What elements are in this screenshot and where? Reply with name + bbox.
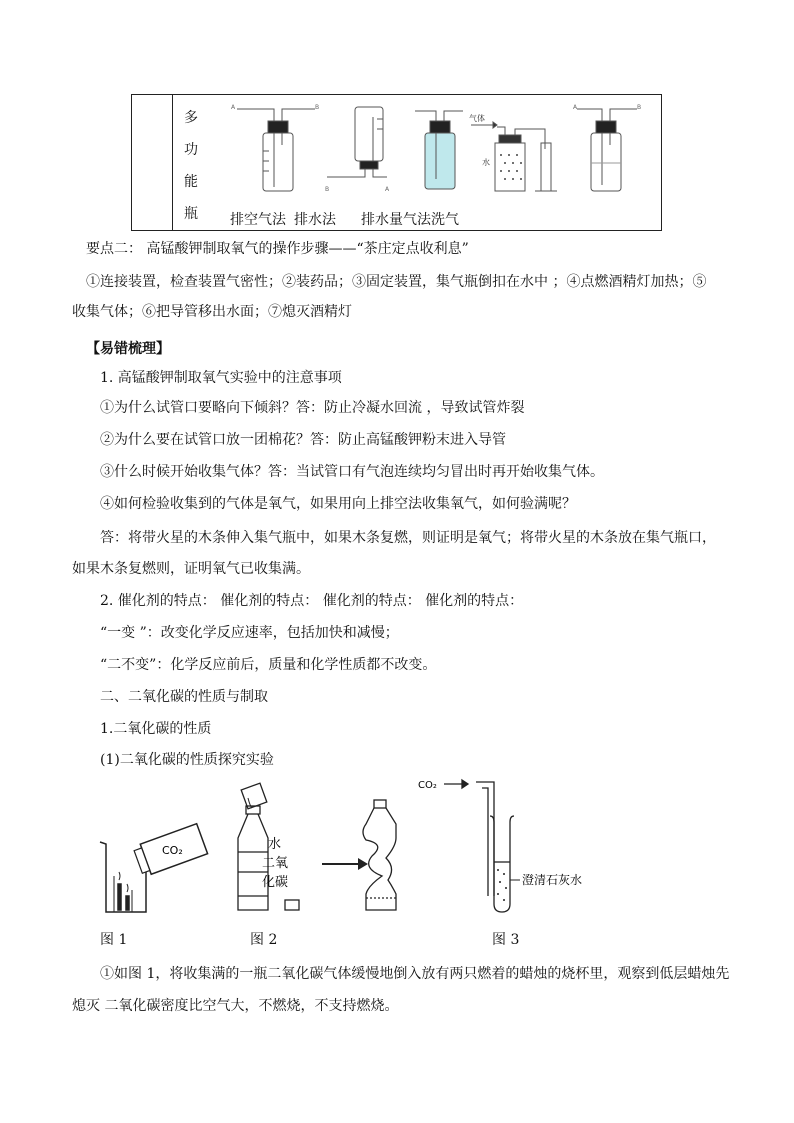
caption-gas-wash: 洗气 [431,212,459,228]
two-no-change: “二不变”：化学反应前后，质量和化学性质都不改变。 [100,657,437,673]
answer-line-2: 如果木条复燃则，证明氧气已收集满。 [72,561,310,577]
water-filled-bottle [415,111,463,189]
figure-3-bubbles [497,869,507,901]
diagram-label-a1: A [231,104,236,111]
air-displacement-bottle [237,109,315,191]
gas-washing-bottle [577,109,637,191]
figure-3-setup [444,780,520,912]
figure-2-co2-label-2: 化碳 [262,875,289,890]
experiment-1-line-1: ①如图 1，将收集满的一瓶二氧化碳气体缓慢地倒入放有两只燃着的蜡烛的烧杯里，观察到低层蜡烛先 [100,966,730,982]
question-2: ②为什么要在试管口放一团棉花？答：防止高锰酸钾粉末进入导管 [100,432,506,448]
figure-2-water-label: 水 [268,837,282,852]
question-3: ③什么时候开始收集气体？答：当试管口有气泡连续均匀冒出时再开始收集气体。 [100,464,604,480]
caption-water-displacement: 排水法 [294,212,336,228]
question-1: ①为什么试管口要略向下倾斜？答：防止冷凝水回流 ，导致试管炸裂 [100,400,525,416]
gas-label: 气体 [469,114,485,123]
one-change: “一变 ”：改变化学反应速率，包括加快和减慢； [100,625,399,641]
co2-properties-heading: 1.二氧化碳的性质 [100,721,212,737]
water-label: 水 [482,158,490,167]
diagram-label-a3: A [573,104,578,111]
steps-line-2: 收集气体；⑥把导管移出水面；⑦熄灭酒精灯 [72,304,352,320]
answer-line-1: 答：将带火星的木条伸入集气瓶中，如果木条复燃，则证明是氧气；将带火星的木条放在集气瓶口， [100,530,716,546]
table-label-char-2: 功 [184,142,198,158]
bottle-diagrams [227,99,659,203]
caption-water-measure: 排水量气法 [361,212,431,228]
water-dots [500,154,522,180]
caption-air-displacement: 排空气法 [230,212,286,228]
mistake-heading: 【易错梳理】 [86,341,170,357]
co2-experiment-heading: (1)二氧化碳的性质探究实验 [100,752,274,768]
table-column-divider [172,95,173,230]
figure-2-co2-label-1: 二氧 [262,856,289,871]
diagram-label-b1: B [315,104,320,111]
notes-title: 1. 高锰酸钾制取氧气实验中的注意事项 [100,370,342,386]
co2-experiment-figures [96,772,636,922]
experiment-1-line-2: 熄灭 二氧化碳密度比空气大，不燃烧，不支持燃烧。 [72,998,399,1014]
table-label-char-3: 能 [184,174,198,190]
figure-2-crushed-bottle [363,800,396,910]
catalyst-title: 2. 催化剂的特点： 催化剂的特点： 催化剂的特点： 催化剂的特点： [100,593,524,609]
figure-1-caption: 图 1 [100,932,128,948]
table-label-char-4: 瓶 [184,206,198,222]
table-label-char-1: 多 [184,110,198,126]
inverted-water-bottle [327,107,387,177]
multi-function-bottle-table [131,94,662,231]
figure-3-co2-label: CO₂ [418,780,437,791]
figure-2-arrow [322,858,368,870]
figure-1-co2-label: CO₂ [162,844,183,857]
figure-3-caption: 图 3 [492,932,520,948]
question-4: ④如何检验收集到的气体是氧气，如果用向上排空法收集氧气，如何验满呢？ [100,496,576,512]
diagram-label-b3: B [637,104,642,111]
section-two-heading: 二、二氧化碳的性质与制取 [100,689,268,705]
diagram-label-b2: B [325,186,330,193]
figure-3-limewater-label: 澄清石灰水 [522,873,583,887]
steps-line-1: ①连接装置，检查装置气密性；②装药品；③固定装置，集气瓶倒扣在水中 ；④点燃酒精灯加热；⑤ [86,274,707,290]
figure-2-caption: 图 2 [250,932,278,948]
diagram-label-a2: A [385,186,390,193]
point-two-heading: 要点二： 高锰酸钾制取氧气的操作步骤——“茶庄定点收利息” [86,241,469,257]
